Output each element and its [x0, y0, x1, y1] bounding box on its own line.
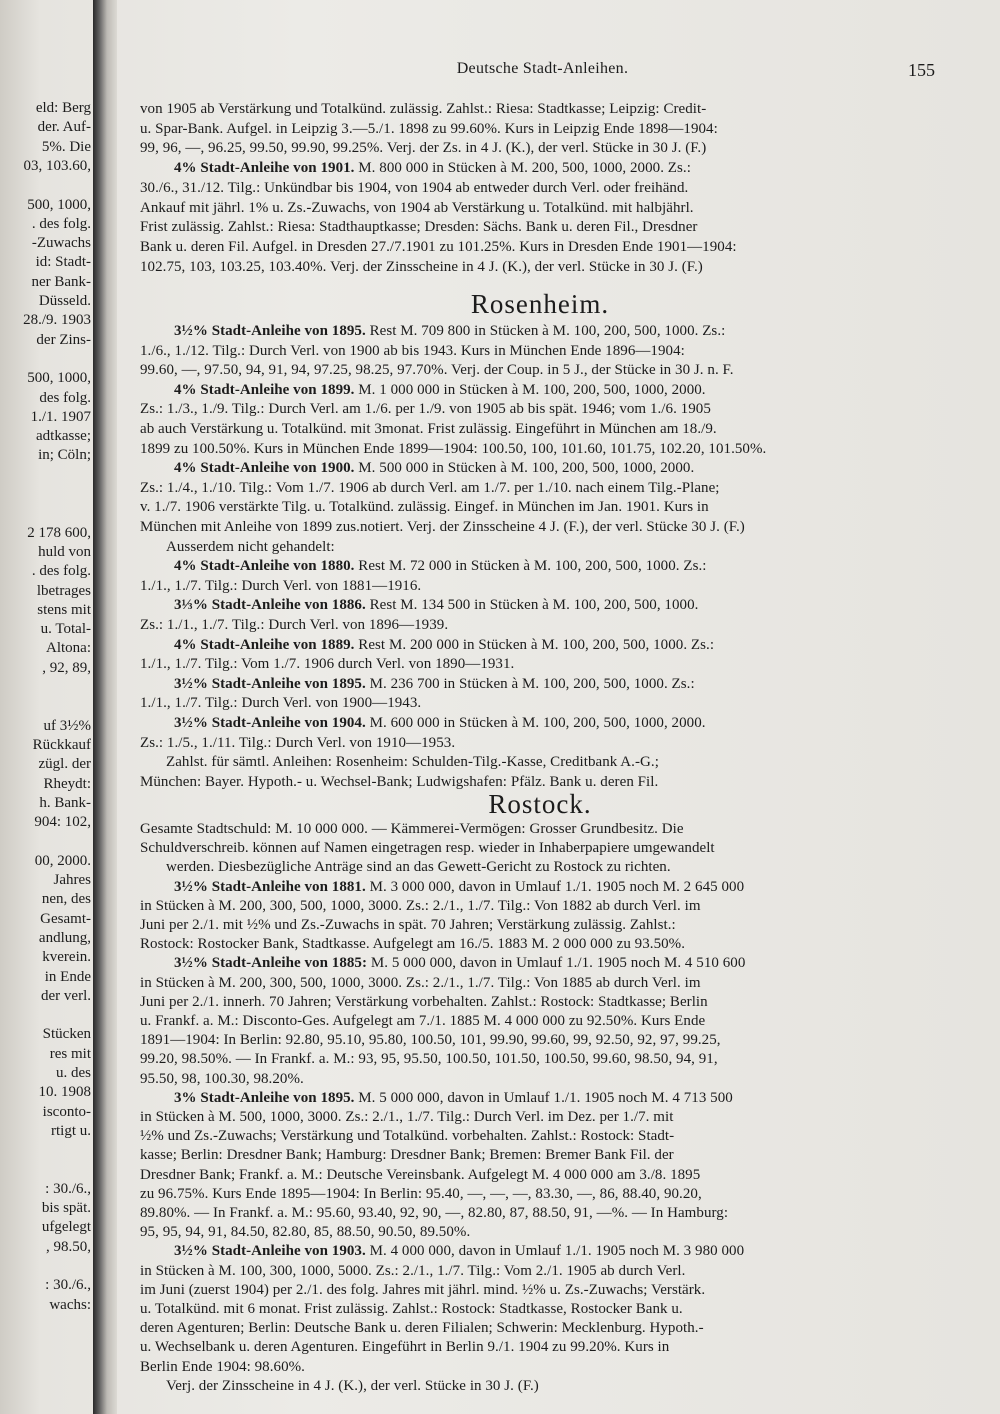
- left-fragment-line: Altona:: [46, 640, 91, 657]
- left-fragment-line: huld von: [38, 543, 91, 560]
- section-title-rostock: Rostock.: [488, 789, 592, 819]
- loan-title: 3⅓% Stadt-Anleihe von 1886.: [174, 597, 366, 614]
- left-fragment-line: 10. 1908: [38, 1084, 91, 1101]
- text-line: 1899 zu 100.50%. Kurs in München Ende 1899—1904: 100.50, 100, 101.60, 101.75, 102.20, 101.50%.: [140, 440, 767, 457]
- text-line: 95, 95, 94, 91, 84.50, 82.80, 85, 88.50, 90.50, 89.50%.: [140, 1224, 471, 1241]
- loan-details: M. 5 000 000, davon in Umlauf 1./1. 1905 noch M. 4 510 600: [367, 955, 746, 972]
- left-fragment-line: Gesamt-: [40, 910, 91, 927]
- left-fragment-line: h. Bank-: [39, 794, 91, 811]
- text-line: Gesamte Stadtschuld: M. 10 000 000. — Kämmerei-Vermögen: Grosser Grundbesitz. Die: [140, 821, 684, 837]
- text-line: deren Agenturen; Berlin: Deutsche Bank u. deren Filialen; Schwerin: Mecklenburg. Hypoth.-: [140, 1320, 704, 1337]
- text-line: 99, 96, —, 96.25, 99.50, 99.90, 99.25%. Verj. der Zs. in 4 J. (K.), der verl. Stücke in 30 J. (F.): [140, 140, 707, 157]
- text-line: 89.80%. — In Frankf. a. M.: 95.60, 93.40, 92, 90, —, 82.80, 87, 88.50, 91, —%. — In Hamburg:: [140, 1205, 729, 1221]
- left-fragment-line: 500, 1000,: [27, 370, 91, 387]
- left-fragment-line: , 92, 89,: [42, 659, 91, 676]
- left-fragment-line: : 30./6.,: [45, 1277, 91, 1294]
- left-fragment-line: des folg.: [39, 389, 91, 406]
- left-fragment-line: lbetrages: [36, 582, 91, 599]
- text-line: Juni per 2./1. innerh. 70 Jahren; Verstärkung vorbehalten. Zahlst.: Rostock: Stadtkasse; Berlin: [140, 993, 708, 1010]
- left-fragment-line: der. Auf-: [37, 119, 91, 136]
- text-line: von 1905 ab Verstärkung und Totalkünd. zulässig. Zahlst.: Riesa: Stadtkasse; Leipzig: Credit-: [140, 101, 707, 117]
- header-title: Deutsche Stadt-Anleihen.: [456, 60, 629, 77]
- page-body: [140, 0, 945, 1414]
- left-fragment-line: Rückkauf: [32, 736, 91, 753]
- loan-details: Rest M. 134 500 in Stücken à M. 100, 200, 500, 1000.: [365, 597, 699, 614]
- left-fragment-line: 03, 103.60,: [23, 157, 91, 174]
- left-fragment-line: 00, 2000.: [34, 852, 91, 869]
- text-line: zu 96.75%. Kurs Ende 1895—1904: In Berlin: 95.40, —, —, —, 83.30, —, 86, 88.40, 90.20,: [140, 1185, 702, 1202]
- loan-details: M. 1 000 000 in Stücken à M. 100, 200, 500, 1000, 2000.: [354, 381, 706, 398]
- loan-title: 4% Stadt-Anleihe von 1889.: [174, 636, 355, 653]
- running-header: [140, 60, 945, 84]
- left-fragment-line: nen, des: [41, 891, 91, 908]
- text-line: 99.20, 98.50%. — In Frankf. a. M.: 93, 95, 95.50, 100.50, 101.50, 100.50, 99.60, 98.50, 94, 91,: [140, 1051, 718, 1068]
- text-line: München mit Anleihe von 1899 zus.notiert. Verj. der Zinsscheine 4 J. (F.), der verl. Stücke 30 J. (F.): [140, 519, 745, 535]
- left-fragment-line: : 30./6.,: [45, 1180, 91, 1197]
- loan-heading-line: [174, 598, 940, 613]
- left-fragment-line: id: Stadt-: [35, 254, 91, 271]
- loan-heading-line: [174, 161, 940, 176]
- left-fragment-line: in Ende: [44, 968, 91, 985]
- left-fragment-line: 5%. Die: [41, 138, 91, 155]
- page-number: 155: [908, 60, 935, 80]
- text-line: im Juni (zuerst 1904) per 2./1. des folg. Jahres mit jährl. mind. ½% u. Zs.-Zuwachs; Verstärk.: [140, 1281, 706, 1298]
- text-line: v. 1./7. 1906 verstärkte Tilg. u. Totalkünd. zulässig. Eingef. in München im Jan. 1901. Kurs in: [140, 499, 709, 516]
- loan-details: M. 800 000 in Stücken à M. 200, 500, 1000, 2000. Zs.:: [354, 160, 691, 177]
- text-line: Ausserdem nicht gehandelt:: [166, 538, 335, 555]
- left-page-fragment: [0, 0, 95, 1414]
- text-line: u. Wechselbank u. deren Agenturen. Eingeführt in Berlin 9./1. 1904 zu 99.20%. Kurs in: [140, 1339, 670, 1356]
- text-line: 1891—1904: In Berlin: 92.80, 95.10, 95.80, 100.50, 101, 99.90, 99.60, 99, 92.50, 92, 97, 99.25,: [140, 1032, 721, 1049]
- book-gutter: [93, 0, 117, 1414]
- left-fragment-line: wachs:: [49, 1296, 91, 1313]
- text-line: Schuldverschreib. können auf Namen eingetragen resp. wieder in Inhaberpapiere umgewandelt: [140, 840, 715, 857]
- left-fragment-line: eld: Berg: [35, 100, 91, 116]
- loan-heading-line: [174, 324, 940, 339]
- section-title-rosenheim: Rosenheim.: [470, 289, 610, 319]
- loan-title: 3½% Stadt-Anleihe von 1895.: [174, 675, 366, 692]
- left-fragment-line: 2 178 600,: [27, 524, 91, 541]
- text-line: 1./6., 1./12. Tilg.: Durch Verl. von 1900 ab bis 1943. Kurs in München Ende 1896—1904:: [140, 342, 685, 359]
- loan-title: 3% Stadt-Anleihe von 1895.: [174, 1089, 355, 1106]
- left-fragment-line: der verl.: [41, 987, 91, 1004]
- loan-heading-line: [174, 677, 940, 692]
- left-fragment-line: ner Bank-: [31, 273, 91, 290]
- left-fragment-line: uf 3½%: [43, 717, 91, 734]
- text-line: in Stücken à M. 200, 300, 500, 1000, 3000. Zs.: 2./1., 1./7. Tilg.: Von 1885 ab durch Verl. im: [140, 974, 701, 991]
- loan-heading-line: [174, 638, 940, 653]
- left-fragment-line: Rheydt:: [43, 775, 91, 792]
- text-line: 102.75, 103, 103.25, 103.40%. Verj. der Zinsscheine in 4 J. (K.), der verl. Stücke in 30 J. (F.): [140, 258, 703, 275]
- left-fragment-line: , 98.50,: [46, 1238, 91, 1255]
- loan-details: M. 600 000 in Stücken à M. 100, 200, 500, 1000, 2000.: [365, 715, 706, 731]
- loan-details: M. 4 000 000, davon in Umlauf 1./1. 1905 noch M. 3 980 000: [365, 1243, 745, 1260]
- loan-heading-line: [174, 956, 940, 971]
- text-line: 1./1., 1./7. Tilg.: Durch Verl. von 1881—1916.: [140, 577, 422, 594]
- loan-details: Rest M. 709 800 in Stücken à M. 100, 200, 500, 1000. Zs.:: [365, 323, 726, 339]
- loan-title: 4% Stadt-Anleihe von 1901.: [174, 160, 355, 177]
- left-fragment-line: u. Total-: [40, 621, 91, 638]
- text-line: Rostock: Rostocker Bank, Stadtkasse. Aufgelegt am 16./5. 1883 M. 2 000 000 zu 93.50%.: [140, 936, 686, 953]
- text-line: ab auch Verstärkung u. Totalkünd. mit 3monat. Frist zulässig. Eingeführt in München am 18./9.: [140, 421, 717, 437]
- loan-title: 3½% Stadt-Anleihe von 1895.: [174, 323, 366, 339]
- loan-details: Rest M. 72 000 in Stücken à M. 100, 200, 500, 1000. Zs.:: [354, 558, 707, 575]
- text-line: Juni per 2./1. mit ½% und Zs.-Zuwachs in spät. 70 Jahren; Verstärkung zulässig. Zahlst.:: [140, 917, 676, 933]
- left-fragment-line: 28./9. 1903: [23, 312, 91, 329]
- left-fragment-line: u. des: [56, 1065, 91, 1081]
- left-fragment-line: in; Cöln;: [38, 447, 91, 464]
- text-line: ½% und Zs.-Zuwachs; Verstärkung und Totalkünd. vorbehalten. Zahlst.: Rostock: Stadt-: [140, 1128, 675, 1145]
- loan-heading-line: [174, 559, 940, 574]
- text-line: Ankauf mit jährl. 1% u. Zs.-Zuwachs, von 1904 ab Verstärkung u. Totalkünd. mit halbjährl.: [140, 199, 694, 216]
- left-fragment-line: ufgelegt: [41, 1219, 91, 1236]
- text-line: kasse; Berlin: Dresdner Bank; Hamburg: Dresdner Bank; Bremen: Bremer Bank Fil. der: [140, 1147, 674, 1164]
- text-line: u. Totalkünd. mit 6 monat. Frist zulässig. Zahlst.: Rostock: Stadtkasse, Rostocker Bank u.: [140, 1301, 683, 1317]
- text-line: München: Bayer. Hypoth.- u. Wechsel-Bank; Ludwigshafen: Pfälz. Bank u. deren Fil.: [140, 773, 659, 790]
- left-fragment-line: res mit: [49, 1045, 91, 1062]
- left-fragment-line: . des folg.: [31, 215, 91, 232]
- left-fragment-line: adtkasse;: [36, 428, 91, 445]
- loan-title: 4% Stadt-Anleihe von 1900.: [174, 460, 355, 477]
- text-line: in Stücken à M. 500, 1000, 3000. Zs.: 2./1., 1./7. Tilg.: Durch Verl. im Dez. per 1./7. mit: [140, 1109, 674, 1125]
- left-fragment-line: rtigt u.: [51, 1122, 91, 1139]
- left-fragment-line: Stücken: [42, 1026, 91, 1043]
- loan-title: 3½% Stadt-Anleihe von 1904.: [174, 715, 366, 731]
- text-line: Frist zulässig. Zahlst.: Riesa: Stadthauptkasse; Dresden: Sächs. Bank u. deren Fil., Dresdner: [140, 219, 698, 236]
- text-line: Berlin Ende 1904: 98.60%.: [140, 1358, 305, 1375]
- text-line: 1./1., 1./7. Tilg.: Vom 1./7. 1906 durch Verl. von 1890—1931.: [140, 656, 515, 673]
- text-line: 30./6., 31./12. Tilg.: Unkündbar bis 1904, von 1904 ab entweder durch Verl. oder freihänd.: [140, 179, 689, 196]
- text-line: u. Frankf. a. M.: Disconto-Ges. Aufgelegt am 7./1. 1885 M. 4 000 000 zu 92.50%. Kurs Ende: [140, 1013, 706, 1029]
- text-line: Zahlst. für sämtl. Anleihen: Rosenheim: Schulden-Tilg.-Kasse, Creditbank A.-G.;: [166, 754, 659, 771]
- text-line: u. Spar-Bank. Aufgel. in Leipzig 3.—5./1. 1898 zu 99.60%. Kurs in Leipzig Ende 1898—1904:: [140, 120, 718, 137]
- text-line: 99.60, —, 97.50, 94, 91, 94, 97.25, 98.25, 97.70%. Verj. der Coup. in 5 J., der Stücke in 30 J. n. F.: [140, 362, 734, 379]
- left-fragment-line: Jahres: [53, 872, 91, 888]
- text-line: Bank u. deren Fil. Aufgel. in Dresden 27./7.1901 zu 101.25%. Kurs in Dresden Ende 1901—1904:: [140, 238, 737, 255]
- text-line: werden. Diesbezügliche Anträge sind an das Gewett-Gericht zu Rostock zu richten.: [166, 859, 671, 876]
- left-fragment-line: -Zuwachs: [31, 235, 91, 252]
- left-fragment-line: 1./1. 1907: [30, 408, 91, 425]
- loan-title: 3½% Stadt-Anleihe von 1881.: [174, 878, 366, 895]
- text-line: Dresdner Bank; Frankf. a. M.: Deutsche Vereinsbank. Aufgelegt M. 4 000 000 am 3./8. 1895: [140, 1166, 701, 1183]
- left-fragment-line: der Zins-: [36, 331, 91, 348]
- left-fragment-line: zügl. der: [38, 756, 91, 773]
- loan-heading-line: [174, 880, 940, 895]
- loan-details: M. 236 700 in Stücken à M. 100, 200, 500, 1000. Zs.:: [365, 675, 695, 692]
- text-line: Verj. der Zinsscheine in 4 J. (K.), der verl. Stücke in 30 J. (F.): [166, 1377, 539, 1394]
- loan-heading-line: [174, 383, 940, 398]
- loan-heading-line: [174, 1244, 940, 1259]
- text-line: Zs.: 1./4., 1./10. Tilg.: Vom 1./7. 1906 ab durch Verl. am 1./7. per 1./10. nach einem Tilg.-Plane;: [140, 479, 720, 496]
- loan-details: M. 5 000 000, davon in Umlauf 1./1. 1905 noch M. 4 713 500: [354, 1089, 733, 1106]
- left-fragment-line: Düsseld.: [38, 293, 91, 309]
- loan-title: 3½% Stadt-Anleihe von 1903.: [174, 1243, 366, 1260]
- loan-heading-line: [174, 1091, 940, 1106]
- loan-title: 4% Stadt-Anleihe von 1880.: [174, 558, 355, 575]
- loan-details: M. 3 000 000, davon in Umlauf 1./1. 1905 noch M. 2 645 000: [365, 878, 745, 895]
- left-fragment-line: stens mit: [37, 601, 91, 618]
- text-line: in Stücken à M. 100, 300, 1000, 5000. Zs.: 2./1., 1./7. Tilg.: Vom 2./1. 1905 ab durch Verl.: [140, 1262, 686, 1279]
- text-line: Zs.: 1./1., 1./7. Tilg.: Durch Verl. von 1896—1939.: [140, 617, 449, 633]
- left-fragment-line: bis spät.: [41, 1200, 91, 1217]
- text-line: Zs.: 1./3., 1./9. Tilg.: Durch Verl. am 1./6. per 1./9. von 1905 ab bis spät. 1946; vom 1./6. 1905: [140, 401, 711, 418]
- text-line: 1./1., 1./7. Tilg.: Durch Verl. von 1900—1943.: [140, 695, 422, 712]
- left-fragment-line: kverein.: [42, 949, 91, 966]
- loan-heading-line: [174, 716, 940, 731]
- left-fragment-line: andlung,: [38, 929, 91, 946]
- loan-details: M. 500 000 in Stücken à M. 100, 200, 500, 1000, 2000.: [354, 460, 695, 477]
- loan-title: 4% Stadt-Anleihe von 1899.: [174, 381, 355, 398]
- left-fragment-line: 500, 1000,: [27, 196, 91, 213]
- loan-title: 3½% Stadt-Anleihe von 1885:: [174, 955, 368, 972]
- left-fragment-line: isconto-: [42, 1103, 91, 1120]
- left-fragment-line: . des folg.: [31, 563, 91, 580]
- loan-heading-line: [174, 461, 940, 476]
- text-line: 95.50, 98, 100.30, 98.20%.: [140, 1070, 304, 1087]
- left-fragment-line: 904: 102,: [34, 814, 91, 831]
- loan-details: Rest M. 200 000 in Stücken à M. 100, 200, 500, 1000. Zs.:: [354, 636, 715, 653]
- text-line: Zs.: 1./5., 1./11. Tilg.: Durch Verl. von 1910—1953.: [140, 734, 456, 751]
- text-line: in Stücken à M. 200, 300, 500, 1000, 3000. Zs.: 2./1., 1./7. Tilg.: Von 1882 ab durch Verl. im: [140, 897, 701, 914]
